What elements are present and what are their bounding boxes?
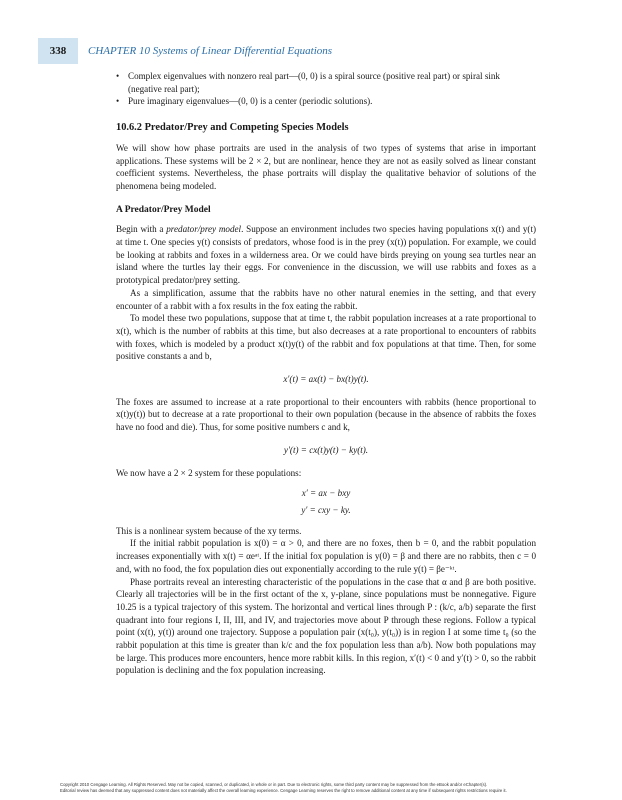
subsection-heading: A Predator/Prey Model bbox=[116, 204, 211, 215]
footer-line: Copyright 2010 Cengage Learning. All Rights Reserved. May not be copied, scanned, or duplicated, in whole or in part. Due to electronic rights, some third party content may be suppressed from the eBook and/or eChapter(s). bbox=[60, 782, 488, 787]
section-heading: 10.6.2 Predator/Prey and Competing Species Models bbox=[116, 122, 349, 134]
section-intro-paragraph: We will show how phase portraits are used in the analysis of two types of systems that arise in important applications. These systems will be 2 × 2, but are nonlinear, hence they are not as easily solved as linear constant coefficient systems. Nevertheless, the phase portraits will display the qualitative behavior of solutions of the phenomena being modeled. bbox=[116, 142, 536, 191]
list-item: • Complex eigenvalues with nonzero real part—(0, 0) is a spiral source (positive real part) or spiral sink (negative real part); bbox=[128, 70, 536, 95]
equation-fox-rate: y′(t) = cx(t)y(t) − ky(t). bbox=[283, 444, 369, 455]
term-predator-prey: predator/prey model bbox=[166, 224, 242, 235]
list-item: • Pure imaginary eigenvalues—(0, 0) is a center (periodic solutions). bbox=[128, 95, 536, 108]
chapter-title: CHAPTER 10 Systems of Linear Differential Equations bbox=[88, 45, 333, 57]
eigenvalue-bullet-list bbox=[116, 70, 536, 108]
page-body bbox=[116, 70, 536, 677]
paragraph-simplification: As a simplification, assume that the rabbits have no other natural enemies in the setting, and that every encounter of a rabbit with a fox results in the fox eating the rabbit. bbox=[116, 287, 536, 311]
paragraph-system-intro: We now have a 2 × 2 system for these populations: bbox=[116, 467, 302, 478]
page-header bbox=[38, 38, 584, 64]
equation-system-y: y′ = cxy − ky. bbox=[301, 504, 351, 515]
paragraph-model-intro bbox=[116, 223, 536, 287]
paragraph-fox-model: The foxes are assumed to increase at a rate proportional to their encounters with rabbits (hence proportional to x(t)y(t)) but to decrease at a rate proportional to their own population (because in the absence of rabbits the foxes have no food and die). Thus, for some positive numbers c and k, bbox=[116, 396, 536, 433]
paragraph-nonlinear: This is a nonlinear system because of the xy terms. bbox=[116, 525, 302, 536]
paragraph-text: Begin with a bbox=[116, 224, 167, 235]
paragraph-text: . Suppose an environment includes two species having populations x(t) and y(t) at time t. One species y(t) consists of predators, whose food is in the prey (x(t)) population. For example, we could be looking at rabbits and foxes in a wilderness area. Or we could have birds preying on young sea turtles near an island where the turtles lay their eggs. For convenience in the discussion, we will use rabbits and foxes as a prototypical predator/prey setting. bbox=[116, 224, 536, 286]
paragraph-phase-portraits: Phase portraits reveal an interesting characteristic of the populations in the case that α and β are both positive. Clearly all trajectories will be in the first octant of the x, y-plane, since populations must be nonnegative. Figure 10.25 is a typical trajectory of this system. The horizontal and vertical lines through P : (k/c, a/b) separate the first quadrant into four regions I, II, III, and IV, and trajectories move about P through these regions. Follow a typical point (x(t), y(t)) around one trajectory. Suppose a population pair (x(t₀), y(t₀)) is in region I at some time t₀ (so the rabbit population at this time is greater than k/c and the fox population less than a/b). Now both populations may be large. This produces more encounters, hence more rabbit kills. In this region, x′(t) < 0 and y′(t) > 0, so the rabbit population is declining and the fox population increasing. bbox=[116, 576, 536, 676]
paragraph-initial-populations: If the initial rabbit population is x(0) = α > 0, and there are no foxes, then b = 0, and the rabbit population increases exponentially with x(t) = αeᵃᵗ. If the initial fox population is y(0) = β and there are no rabbits, then c = 0 and, with no food, the fox population dies out exponentially according to the rule y(t) = βe⁻ᵏᵗ. bbox=[116, 538, 536, 574]
equation-rabbit-rate: x′(t) = ax(t) − bx(t)y(t). bbox=[283, 374, 369, 385]
page-number: 338 bbox=[38, 38, 78, 64]
equation-system-x: x′ = ax − bxy bbox=[301, 488, 351, 499]
paragraph-rabbit-model: To model these two populations, suppose that at time t, the rabbit population increases at a rate proportional to x(t), which is the number of rabbits at this time, but also decreases at a rate proportional to encounters of rabbits with foxes, which is modeled by a product x(t)y(t) of the rabbit and fox populations at that time. Then, for some positive constants a and b, bbox=[116, 313, 536, 362]
copyright-footer bbox=[60, 782, 570, 793]
footer-line: Editorial review has deemed that any suppressed content does not materially affect the overall learning experience. Cengage Learning reserves the right to remove additional content at any time if subsequent rights restrictions require it. bbox=[60, 787, 507, 793]
